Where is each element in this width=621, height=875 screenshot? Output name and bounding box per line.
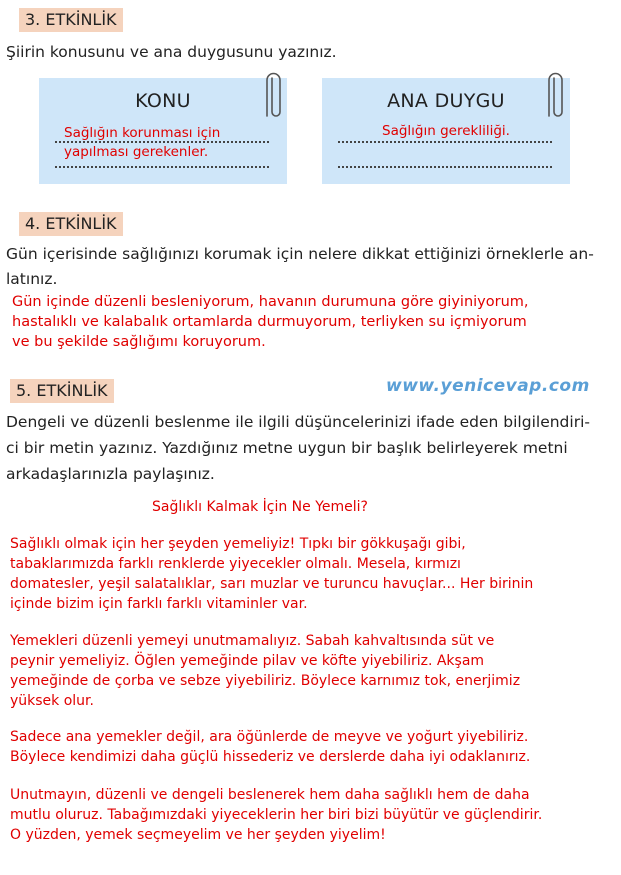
topic-card [39,78,287,184]
activity-5-tag: 5. ETKİNLİK [10,379,114,403]
essay-paragraph-2-line-1: Yemekleri düzenli yemeyi unutmamalıyız. Sabah kahvaltısında süt ve [10,633,495,649]
activity-4-answer-line-2: hastalıklı ve kalabalık ortamlarda durmuyorum, terliyken su içmiyorum [12,314,527,330]
activity-3-question: Şiirin konusunu ve ana duygusunu yazınız. [6,43,337,61]
essay-paragraph-1-line-3: domatesler, yeşil salatalıklar, sarı muzlar ve turuncu havuçlar... Her birinin [10,576,534,592]
activity-4-answer-line-1: Gün içinde düzenli besleniyorum, havanın durumuna göre giyiniyorum, [12,294,529,310]
essay-title: Sağlıklı Kalmak İçin Ne Yemeli? [152,499,368,515]
emotion-card-title: ANA DUYGU [387,90,505,112]
essay-paragraph-1-line-4: içinde bizim için farklı farklı vitaminler var. [10,596,308,612]
essay-paragraph-4-line-3: O yüzden, yemek seçmeyelim ve her şeyden yiyelim! [10,827,386,843]
essay-paragraph-3-line-2: Böylece kendimizi daha güçlü hissederiz ve derslerde daha iyi odaklanırız. [10,749,531,765]
essay-paragraph-1-line-2: tabaklarımızda farklı renklerde yiyecekler olmalı. Mesela, kırmızı [10,556,461,572]
activity-4-question-line-1: Gün içerisinde sağlığınızı korumak için nelere dikkat ettiğinizi örneklerle an- [6,245,594,263]
dotted-line [55,166,269,168]
topic-answer-line-2: yapılması gerekenler. [64,144,209,160]
topic-card-title: KONU [135,90,191,112]
essay-paragraph-2-line-3: yemeğinde de çorba ve sebze yiyebiliriz. Böylece karnımız tok, enerjimiz [10,673,521,689]
essay-paragraph-2-line-2: peynir yemeliyiz. Öğlen yemeğinde pilav ve köfte yiyebiliriz. Akşam [10,653,485,669]
essay-paragraph-4-line-2: mutlu oluruz. Tabağımızdaki yiyeceklerin her biri bizi büyütür ve güçlendirir. [10,807,543,823]
topic-answer-line-1: Sağlığın korunması için [64,125,221,141]
activity-3-tag: 3. ETKİNLİK [19,8,123,32]
paperclip-icon [548,70,568,124]
emotion-card [322,78,570,184]
essay-paragraph-3-line-1: Sadece ana yemekler değil, ara öğünlerde de meyve ve yoğurt yiyebiliriz. [10,729,529,745]
essay-paragraph-1-line-1: Sağlıklı olmak için her şeyden yemeliyiz! Tıpkı bir gökkuşağı gibi, [10,536,466,552]
essay-paragraph-4-line-1: Unutmayın, düzenli ve dengeli beslenerek hem daha sağlıklı hem de daha [10,787,530,803]
dotted-line [338,141,552,143]
essay-paragraph-2-line-4: yüksek olur. [10,693,94,709]
paperclip-icon [266,70,286,124]
activity-4-question-line-2: latınız. [6,270,58,288]
activity-4-answer-line-3: ve bu şekilde sağlığımı koruyorum. [12,334,266,350]
dotted-line [338,166,552,168]
emotion-answer: Sağlığın gerekliliği. [382,123,510,139]
activity-5-question-line-3: arkadaşlarınızla paylaşınız. [6,465,215,483]
activity-4-tag: 4. ETKİNLİK [19,212,123,236]
activity-5-question-line-1: Dengeli ve düzenli beslenme ile ilgili düşüncelerinizi ifade eden bilgilendiri- [6,413,590,431]
activity-5-question-line-2: ci bir metin yazınız. Yazdığınız metne uygun bir başlık belirleyerek metni [6,439,568,457]
site-watermark: www.yenicevap.com [386,376,590,396]
